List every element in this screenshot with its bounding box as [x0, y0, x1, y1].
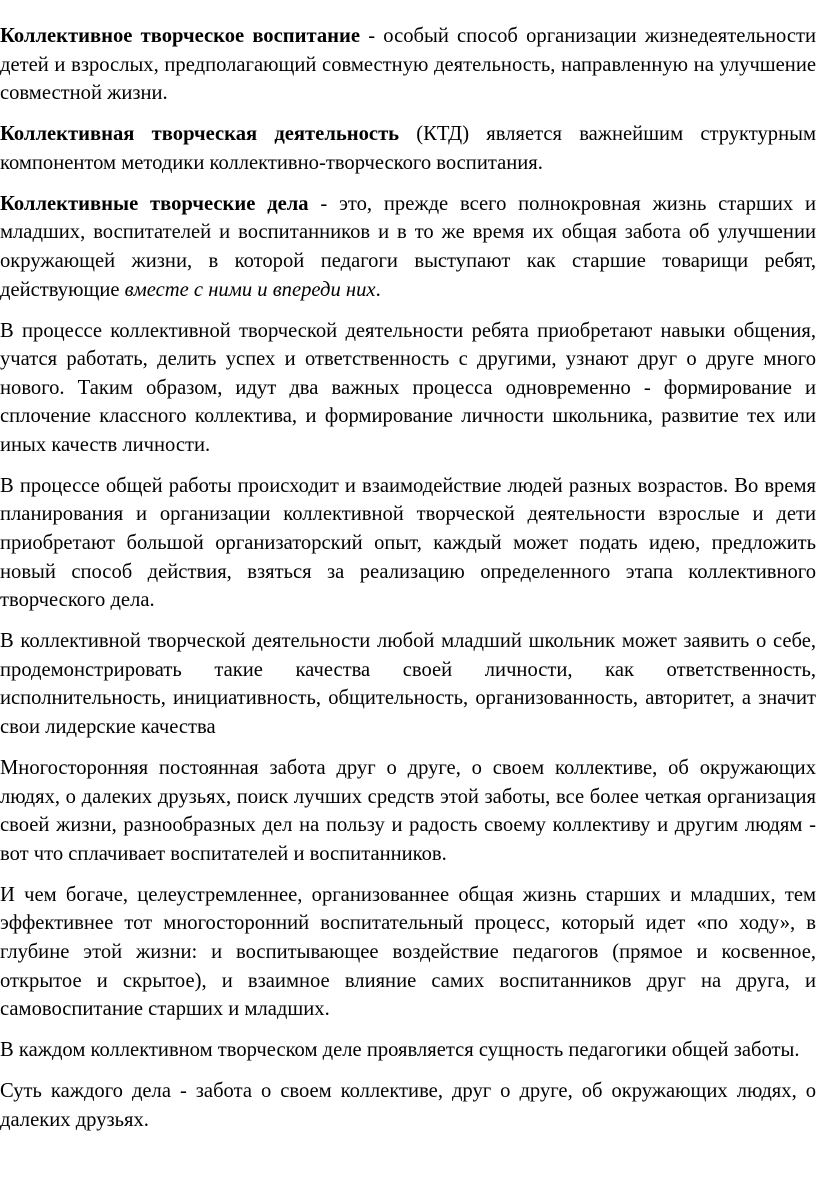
paragraph-definition-collective-deeds: [0, 190, 816, 304]
paragraph-rich-life: И чем богаче, целеустремленнее, организованнее общая жизнь старших и младших, тем эффективнее тот многосторонний воспитательный процесс, который идет «по ходу», в глубине этой жизни: и воспитывающее воздействие педагогов (прямое и косвенное, открытое и скрытое), и взаимное влияние самих воспитанников друг на друга, и самовоспитание старших и младших.: [0, 883, 816, 1021]
paragraph-definition-collective-education: [0, 22, 816, 108]
term-bold: Коллективные творческие дела: [0, 192, 309, 215]
document-page: [0, 22, 816, 1147]
term-bold: Коллективная творческая деятельность: [0, 123, 400, 146]
paragraph-essence-of-deed: Суть каждого дела - забота о своем коллективе, друг о друге, об окружающих людях, о далеких друзьях.: [0, 1080, 816, 1131]
paragraph-process-activity: В процессе коллективной творческой деятельности ребята приобретают навыки общения, учатся работать, делить успех и ответственность с другими, узнают друг о друге много нового. Таким образом, идут два важных процесса одновременно - формирование и сплочение классного коллектива, и формирование личности школьника, развитие тех или иных качеств личности.: [0, 319, 816, 456]
paragraph-pedagogy-essence: В каждом коллективном творческом деле проявляется сущность педагогики общей заботы.: [0, 1039, 800, 1062]
paragraph-text: - это, прежде всего полнокровная жизнь старших и младших, воспитателей и воспитанников и в то же время их общая забота об улучшении окружающей жизни, в которой педагоги выступают как старшие товарищи ребят, действующие: [0, 192, 816, 301]
paragraph-common-work: В процессе общей работы происходит и взаимодействие людей разных возрастов. Во время планирования и организации коллективной творческой деятельности взрослые и дети приобретают большой организаторский опыт, каждый может подать идею, предложить новый способ действия, взяться за реализацию определенного этапа коллективного творческого дела.: [0, 474, 816, 612]
paragraph-mutual-care: Многосторонняя постоянная забота друг о друге, о своем коллективе, об окружающих людях, о далеких друзьях, поиск лучших средств этой заботы, все более четкая организация своей жизни, разнообразных дел на пользу и радость своему коллективу и другим людям - вот что сплачивает воспитателей и воспитанников.: [0, 757, 816, 865]
term-bold: Коллективное творческое воспитание: [0, 25, 361, 47]
paragraph-text: (КТД) является важнейшим структурным компонентом методики коллективно-творческого воспитания.: [0, 123, 816, 174]
paragraph-junior-student: В коллективной творческой деятельности любой младший школьник может заявить о себе, продемонстрировать такие качества своей личности, как ответственность, исполнительность, инициативность, общительность, организованность, авторитет, а значит свои лидерские качества: [0, 630, 816, 739]
paragraph-text-end: .: [375, 278, 381, 301]
paragraph-text: - особый способ организации жизнедеятельности детей и взрослых, предполагающий совместную деятельность, направленную на улучшение совместной жизни.: [0, 25, 816, 105]
paragraph-definition-ktd: [0, 120, 816, 177]
emphasis-italic: вместе с ними и впереди них: [124, 278, 376, 301]
